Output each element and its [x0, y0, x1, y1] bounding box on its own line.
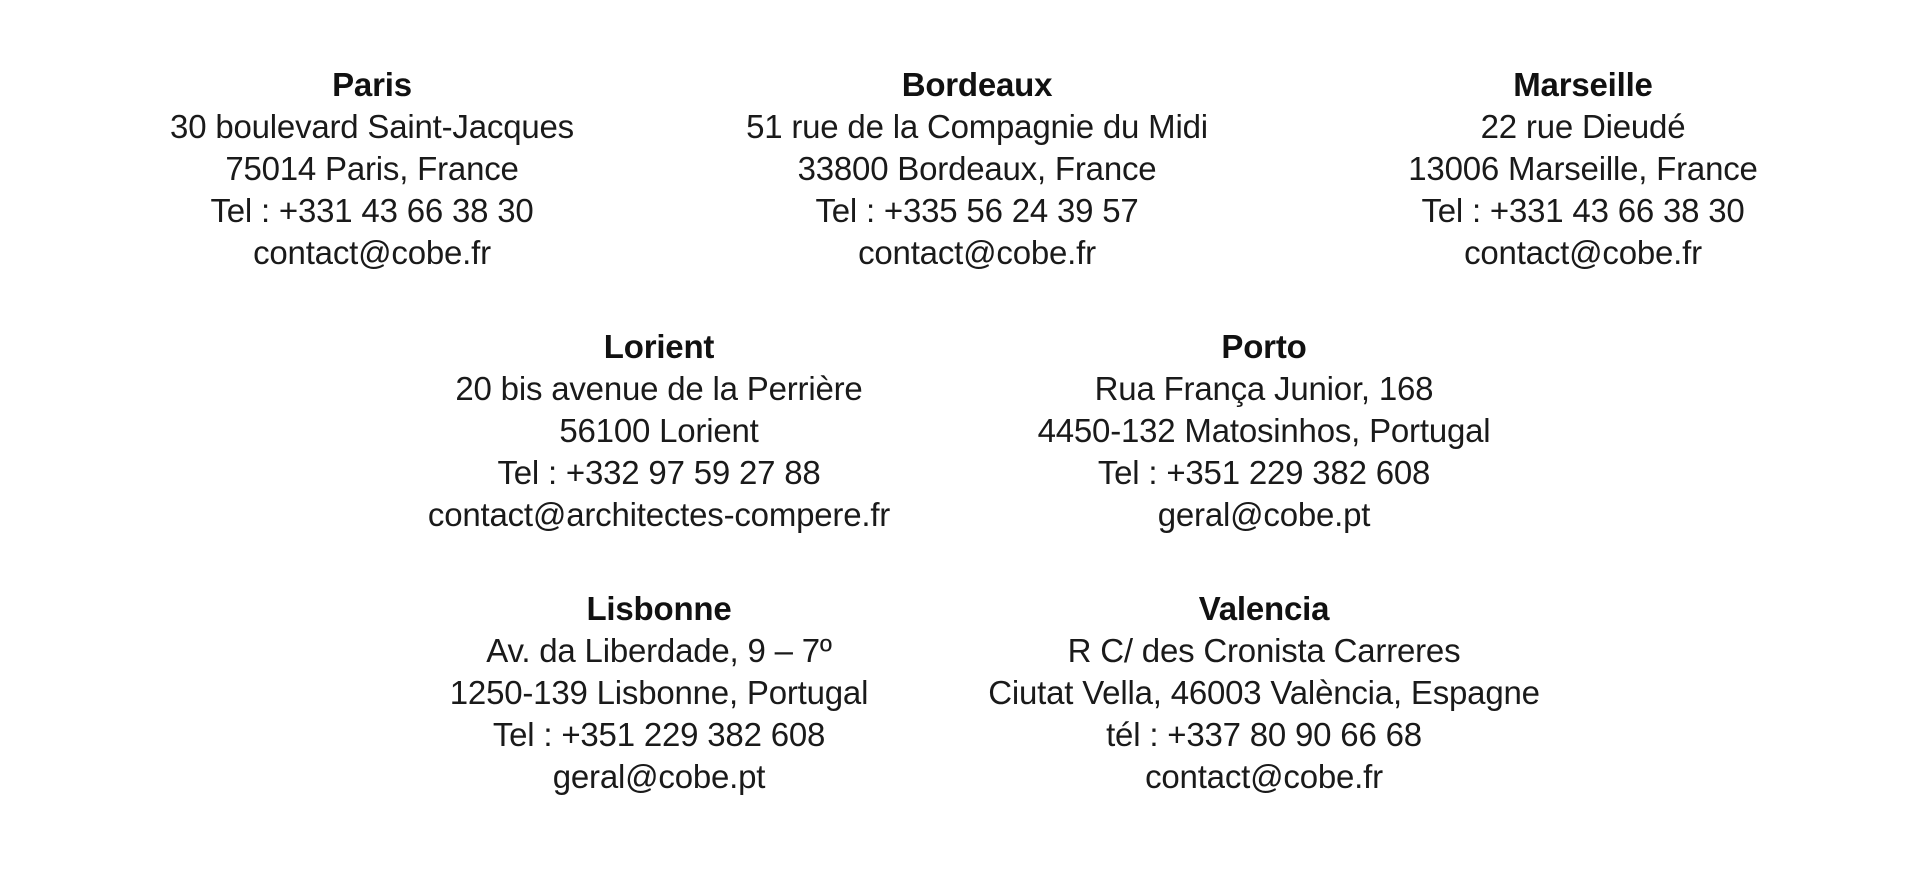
office-phone[interactable]: tél : +337 80 90 66 68 — [1106, 716, 1422, 753]
office-email-link[interactable]: contact@cobe.fr — [1145, 758, 1383, 795]
office-address-line: Rua França Junior, 168 — [1094, 370, 1434, 407]
office-phone[interactable]: Tel : +331 43 66 38 30 — [1421, 192, 1745, 229]
office-phone[interactable]: Tel : +351 229 382 608 — [492, 716, 826, 753]
office-city: Paris — [332, 66, 412, 103]
office-email-link[interactable]: contact@cobe.fr — [1464, 234, 1702, 271]
office-postal-line: 75014 Paris, France — [225, 150, 519, 187]
office-address-line: 51 rue de la Compagnie du Midi — [746, 108, 1208, 145]
office-email-link[interactable]: contact@cobe.fr — [253, 234, 491, 271]
office-address-line: Av. da Liberdade, 9 – 7º — [486, 632, 832, 669]
office-postal-line: 1250-139 Lisbonne, Portugal — [449, 674, 869, 711]
office-lorient — [349, 326, 969, 536]
office-lisbonne — [349, 588, 969, 798]
office-city: Lorient — [603, 328, 715, 365]
office-email-link[interactable]: contact@architectes-compere.fr — [427, 496, 891, 533]
office-postal-line: 56100 Lorient — [559, 412, 759, 449]
office-city: Valencia — [1198, 590, 1330, 627]
office-city: Lisbonne — [586, 590, 732, 627]
office-city: Porto — [1221, 328, 1307, 365]
office-phone[interactable]: Tel : +351 229 382 608 — [1097, 454, 1431, 491]
office-postal-line: Ciutat Vella, 46003 València, Espagne — [988, 674, 1540, 711]
office-postal-line: 13006 Marseille, France — [1408, 150, 1758, 187]
office-phone[interactable]: Tel : +331 43 66 38 30 — [210, 192, 534, 229]
office-valencia — [954, 588, 1574, 798]
office-postal-line: 4450-132 Matosinhos, Portugal — [1037, 412, 1491, 449]
office-paris — [62, 64, 682, 274]
office-marseille — [1273, 64, 1893, 274]
office-city: Bordeaux — [901, 66, 1053, 103]
office-email-link[interactable]: contact@cobe.fr — [858, 234, 1096, 271]
office-address-line: 30 boulevard Saint-Jacques — [170, 108, 574, 145]
office-postal-line: 33800 Bordeaux, France — [797, 150, 1157, 187]
office-porto — [954, 326, 1574, 536]
office-city: Marseille — [1513, 66, 1653, 103]
office-address-line: R C/ des Cronista Carreres — [1067, 632, 1461, 669]
office-address-line: 22 rue Dieudé — [1480, 108, 1686, 145]
office-email-link[interactable]: geral@cobe.pt — [552, 758, 766, 795]
office-bordeaux — [667, 64, 1287, 274]
office-phone[interactable]: Tel : +332 97 59 27 88 — [497, 454, 821, 491]
office-email-link[interactable]: geral@cobe.pt — [1157, 496, 1371, 533]
office-address-line: 20 bis avenue de la Perrière — [455, 370, 863, 407]
office-phone[interactable]: Tel : +335 56 24 39 57 — [815, 192, 1139, 229]
